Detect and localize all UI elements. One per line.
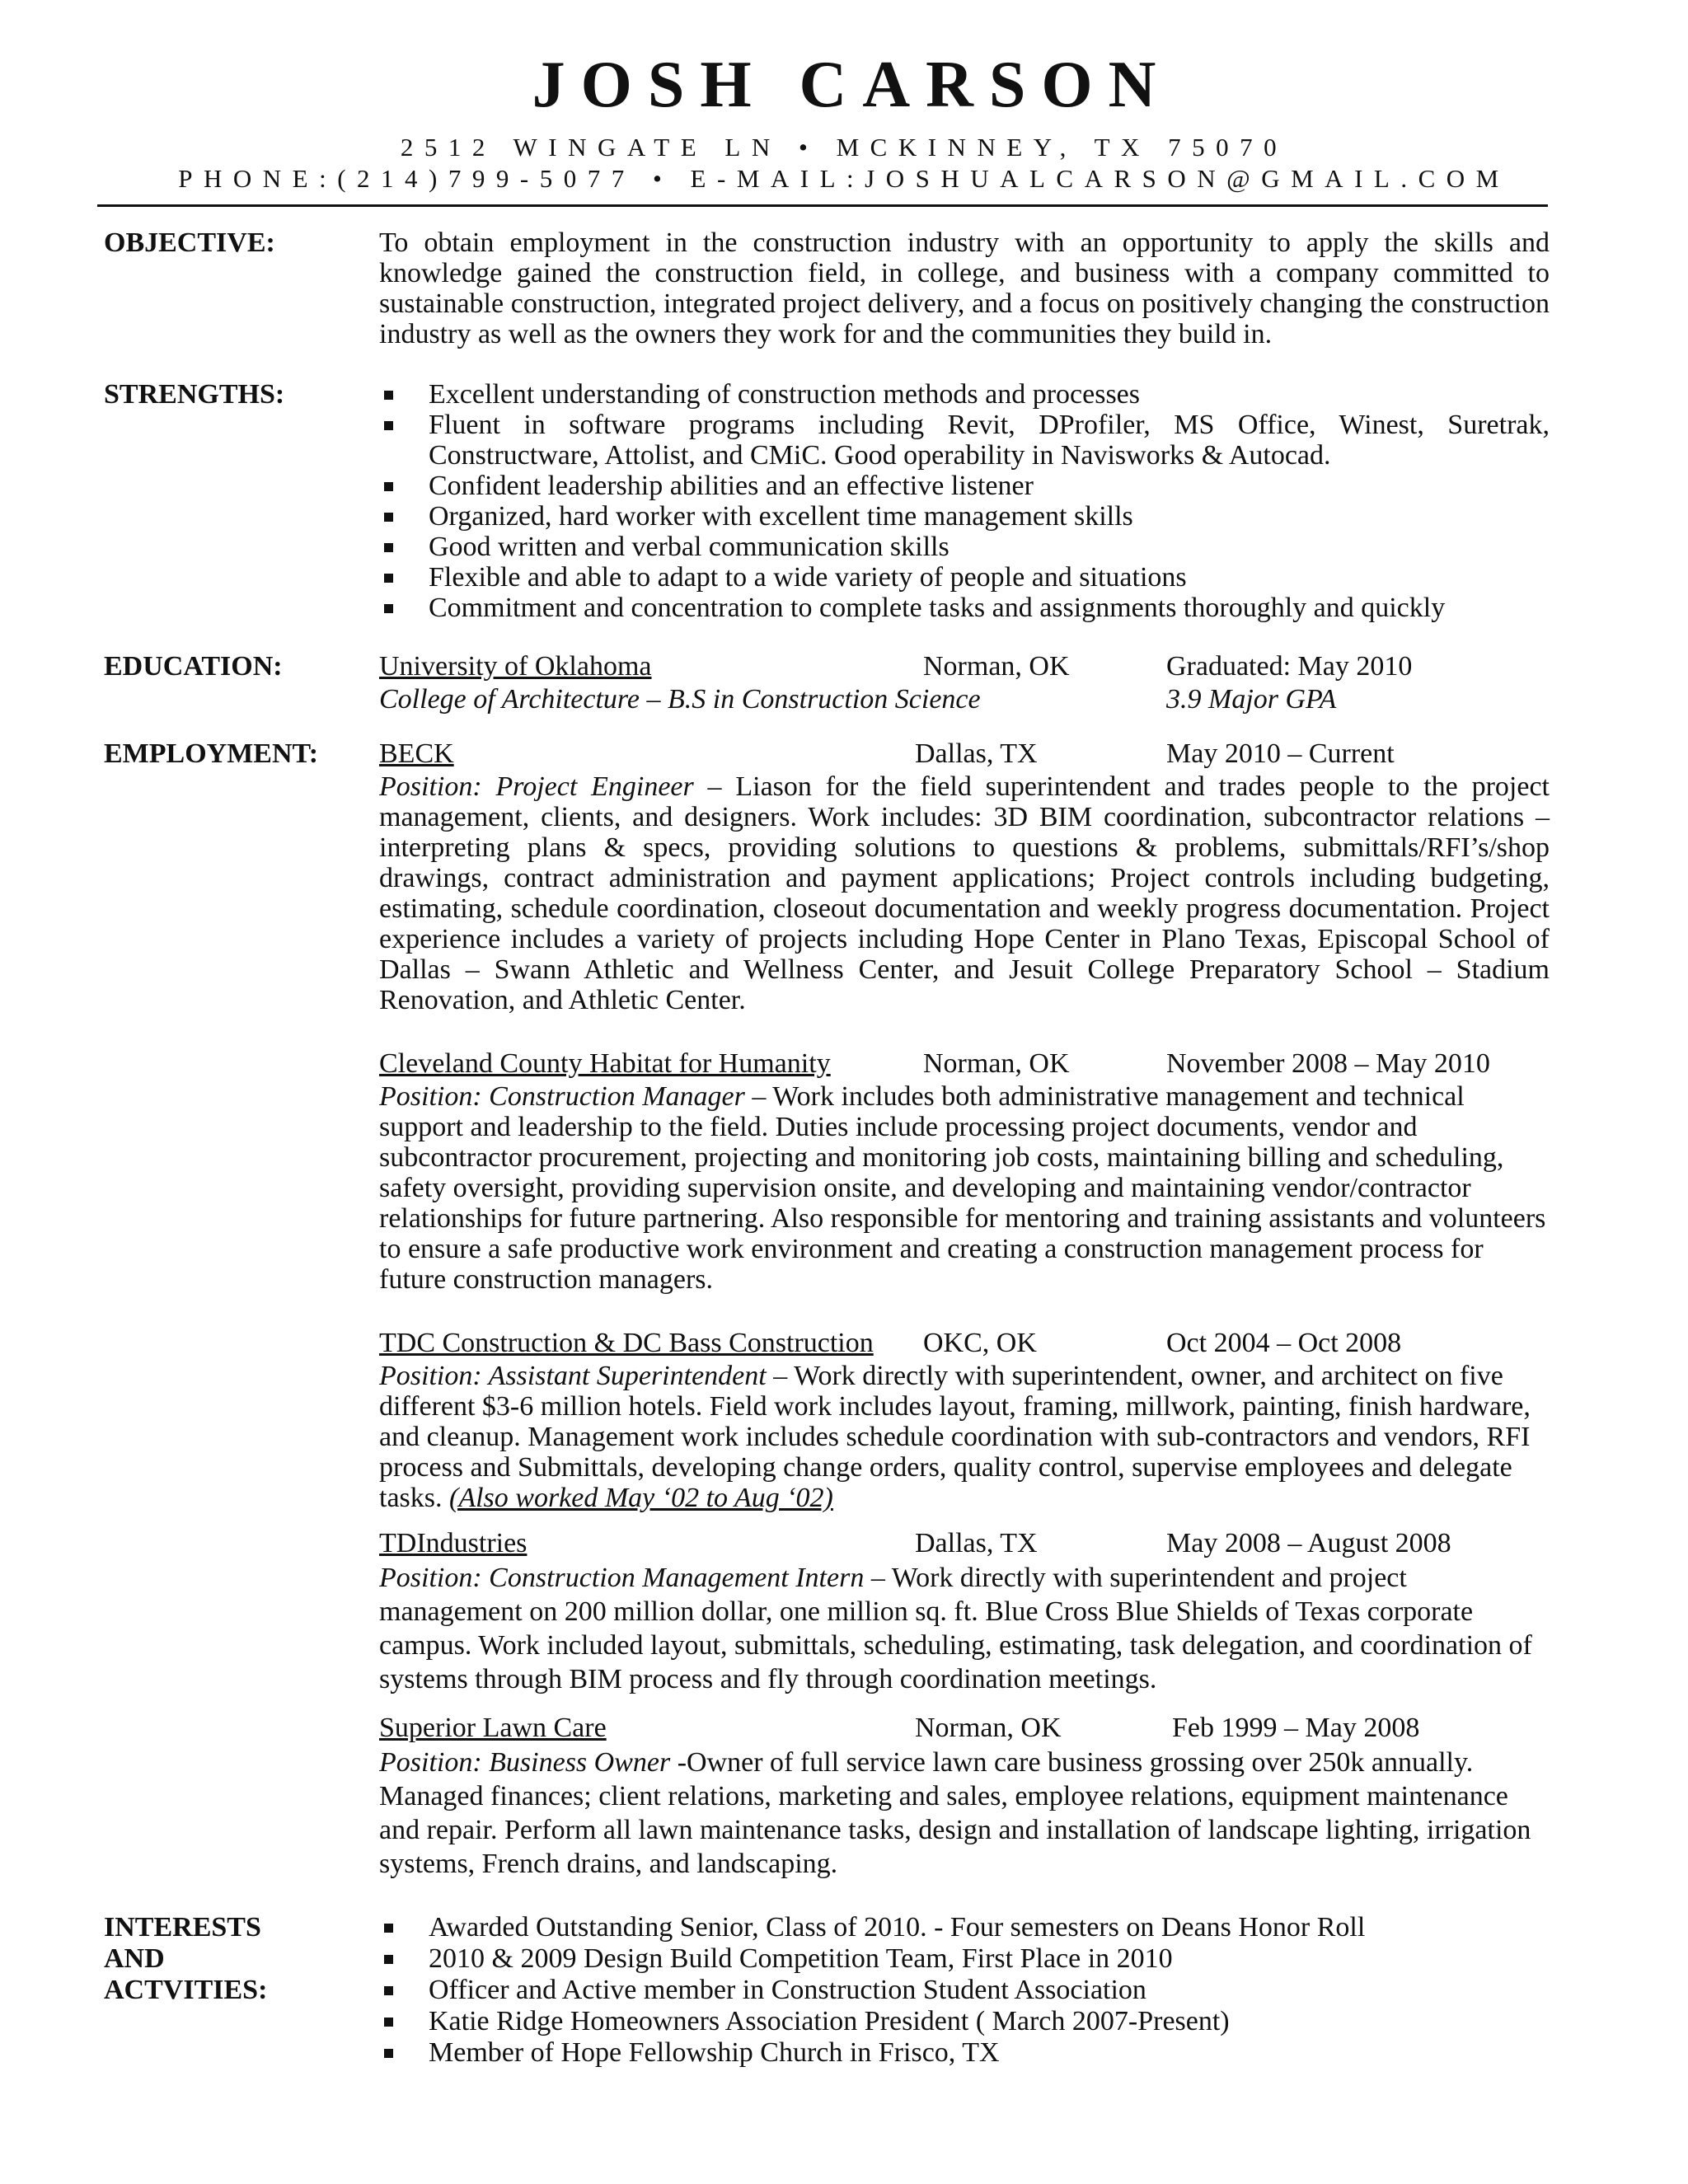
company-name: TDC Construction & DC Bass Construction xyxy=(379,1328,874,1358)
job-description: Position: Construction Management Intern – Work directly with superintendent and project management on 200 million dollar, one million sq. ft. Blue Cross Blue Shields of Texas corporate campus. Work included layout, submittals, scheduling, estimating, task delegation, and coordination of systems through BIM process and fly through coordination meetings. xyxy=(379,1563,1532,1694)
company-name: Superior Lawn Care xyxy=(379,1713,607,1743)
list-item: Fluent in software programs including Revit, DProfiler, MS Office, Winest, Suretrak, Constructware, Attolist, and CMiC. Good operability in Navisworks & Autocad. xyxy=(379,410,1550,471)
job-entry xyxy=(379,1528,1550,1696)
list-item: Confident leadership abilities and an effective listener xyxy=(379,471,1550,501)
job-entry xyxy=(379,1048,1550,1295)
job-entry xyxy=(379,738,1550,1015)
interests-list xyxy=(379,1912,1550,2069)
bullet-square-icon xyxy=(384,1986,393,1995)
job-location: Dallas, TX xyxy=(915,738,1038,769)
job-header xyxy=(379,1713,1550,1746)
strengths-label: STRENGTHS: xyxy=(104,379,285,410)
list-item: Officer and Active member in Construction Student Association xyxy=(379,1975,1550,2006)
job-entry xyxy=(379,1713,1550,1881)
header-divider xyxy=(97,204,1548,207)
objective-label: OBJECTIVE: xyxy=(104,227,275,258)
education-label: EDUCATION: xyxy=(104,651,283,682)
bullet-square-icon xyxy=(384,604,393,613)
interests-content xyxy=(379,1912,1550,2069)
bullet-square-icon xyxy=(384,1924,393,1933)
list-item: Organized, hard worker with excellent time management skills xyxy=(379,501,1550,532)
education-detail-row xyxy=(379,684,1550,717)
education-content xyxy=(379,651,1550,717)
strengths-list xyxy=(379,379,1550,623)
bullet-square-icon xyxy=(384,2018,393,2027)
degree: College of Architecture – B.S in Construction Science xyxy=(379,684,981,715)
job-entry xyxy=(379,1328,1550,1513)
job-description: Position: Business Owner -Owner of full service lawn care business grossing over 250k annually. Managed finances; client relations, marketing and sales, employee relations, equipment maintenance and repair. Perform all lawn maintenance tasks, design and installation of landscape lighting, irrigation systems, French drains, and landscaping. xyxy=(379,1747,1531,1879)
job-description: Position: Assistant Superintendent – Work directly with superintendent, owner, and architect on five different $3-6 million hotels. Field work includes layout, framing, millwork, painting, finish hardware, and cleanup. Management work includes schedule coordination with sub-contractors and vendors, RFI process and Submittals, developing change orders, quality control, supervise employees and delegate tasks. (Also worked May ‘02 to Aug ‘02) xyxy=(379,1361,1531,1513)
job-header xyxy=(379,1328,1550,1361)
bullet-square-icon xyxy=(384,513,393,522)
job-dates: November 2008 – May 2010 xyxy=(1166,1048,1490,1079)
education-row xyxy=(379,651,1550,684)
bullet-square-icon xyxy=(384,482,393,491)
employment-label: EMPLOYMENT: xyxy=(104,738,319,769)
list-item: Katie Ridge Homeowners Association President ( March 2007-Present) xyxy=(379,2006,1550,2037)
job-dates: May 2010 – Current xyxy=(1166,738,1395,769)
contact-line: PHONE:(214)799-5077 • E-MAIL:JOSHUALCARSON@GMAIL.COM xyxy=(178,164,1510,193)
job-description: Position: Construction Manager – Work includes both administrative management and technical support and leadership to the field. Duties include processing project documents, vendor and subcontractor procurement, projecting and monitoring job costs, maintaining billing and scheduling, safety oversight, providing supervision onsite, and developing and maintaining vendor/contractor relationships for future partnering. Also responsible for mentoring and training assistants and volunteers to ensure a safe productive work environment and creating a construction management process for future construction managers. xyxy=(379,1081,1546,1295)
list-item: Member of Hope Fellowship Church in Frisco, TX xyxy=(379,2037,1550,2069)
candidate-name: JOSH CARSON xyxy=(532,49,1172,121)
graduation-date: Graduated: May 2010 xyxy=(1166,651,1413,682)
job-location: Norman, OK xyxy=(923,1048,1070,1079)
list-item: 2010 & 2009 Design Build Competition Team, First Place in 2010 xyxy=(379,1943,1550,1975)
list-item: Flexible and able to adapt to a wide variety of people and situations xyxy=(379,562,1550,593)
list-item: Good written and verbal communication skills xyxy=(379,532,1550,562)
list-item: Awarded Outstanding Senior, Class of 2010. - Four semesters on Deans Honor Roll xyxy=(379,1912,1550,1943)
job-location: OKC, OK xyxy=(923,1328,1037,1358)
company-name: TDIndustries xyxy=(379,1528,528,1558)
objective-text: To obtain employment in the construction industry with an opportunity to apply the skills and knowledge gained the construction field, in college, and business with a company committed to sustainable construction, integrated project delivery, and a focus on positively changing the construction industry as well as the owners they work for and the communities they build in. xyxy=(379,227,1550,349)
bullet-square-icon xyxy=(384,574,393,583)
school-name: University of Oklahoma xyxy=(379,651,652,682)
school-location: Norman, OK xyxy=(923,651,1070,682)
interests-label: INTERESTS AND ACTVITIES: xyxy=(104,1912,268,2005)
strengths-content xyxy=(379,379,1550,623)
job-dates: Oct 2004 – Oct 2008 xyxy=(1166,1328,1402,1358)
address-line: 2512 WINGATE LN • MCKINNEY, TX 75070 xyxy=(400,133,1288,162)
job-location: Norman, OK xyxy=(915,1713,1062,1743)
job-dates: May 2008 – August 2008 xyxy=(1166,1528,1451,1558)
job-note: (Also worked May ‘02 to Aug ‘02) xyxy=(449,1483,833,1513)
job-dates: Feb 1999 – May 2008 xyxy=(1172,1713,1420,1743)
company-name: BECK xyxy=(379,738,454,769)
employment-content xyxy=(379,738,1550,1881)
resume-header xyxy=(0,48,1688,194)
list-item: Excellent understanding of construction methods and processes xyxy=(379,379,1550,410)
company-name: Cleveland County Habitat for Humanity xyxy=(379,1048,831,1079)
bullet-square-icon xyxy=(384,421,393,430)
bullet-square-icon xyxy=(384,543,393,552)
job-header xyxy=(379,1048,1550,1081)
bullet-square-icon xyxy=(384,2049,393,2058)
job-description: Position: Project Engineer – Liason for the field superintendent and trades people to the project management, clients, and designers. Work includes: 3D BIM coordination, subcontractor relations – interpreting plans & specs, providing solutions to questions & problems, submittals/RFI’s/shop drawings, contract administration and payment applications; Project controls including budgeting, estimating, schedule coordination, closeout documentation and weekly progress documentation. Project experience includes a variety of projects including Hope Center in Plano Texas, Episcopal School of Dallas – Swann Athletic and Wellness Center, and Jesuit College Preparatory School – Stadium Renovation, and Athletic Center. xyxy=(379,771,1550,1015)
bullet-square-icon xyxy=(384,1955,393,1964)
gpa: 3.9 Major GPA xyxy=(1166,684,1337,715)
list-item: Commitment and concentration to complete tasks and assignments thoroughly and quickly xyxy=(379,593,1550,623)
job-location: Dallas, TX xyxy=(915,1528,1038,1558)
job-header xyxy=(379,1528,1550,1561)
bullet-square-icon xyxy=(384,391,393,400)
job-header xyxy=(379,738,1550,771)
